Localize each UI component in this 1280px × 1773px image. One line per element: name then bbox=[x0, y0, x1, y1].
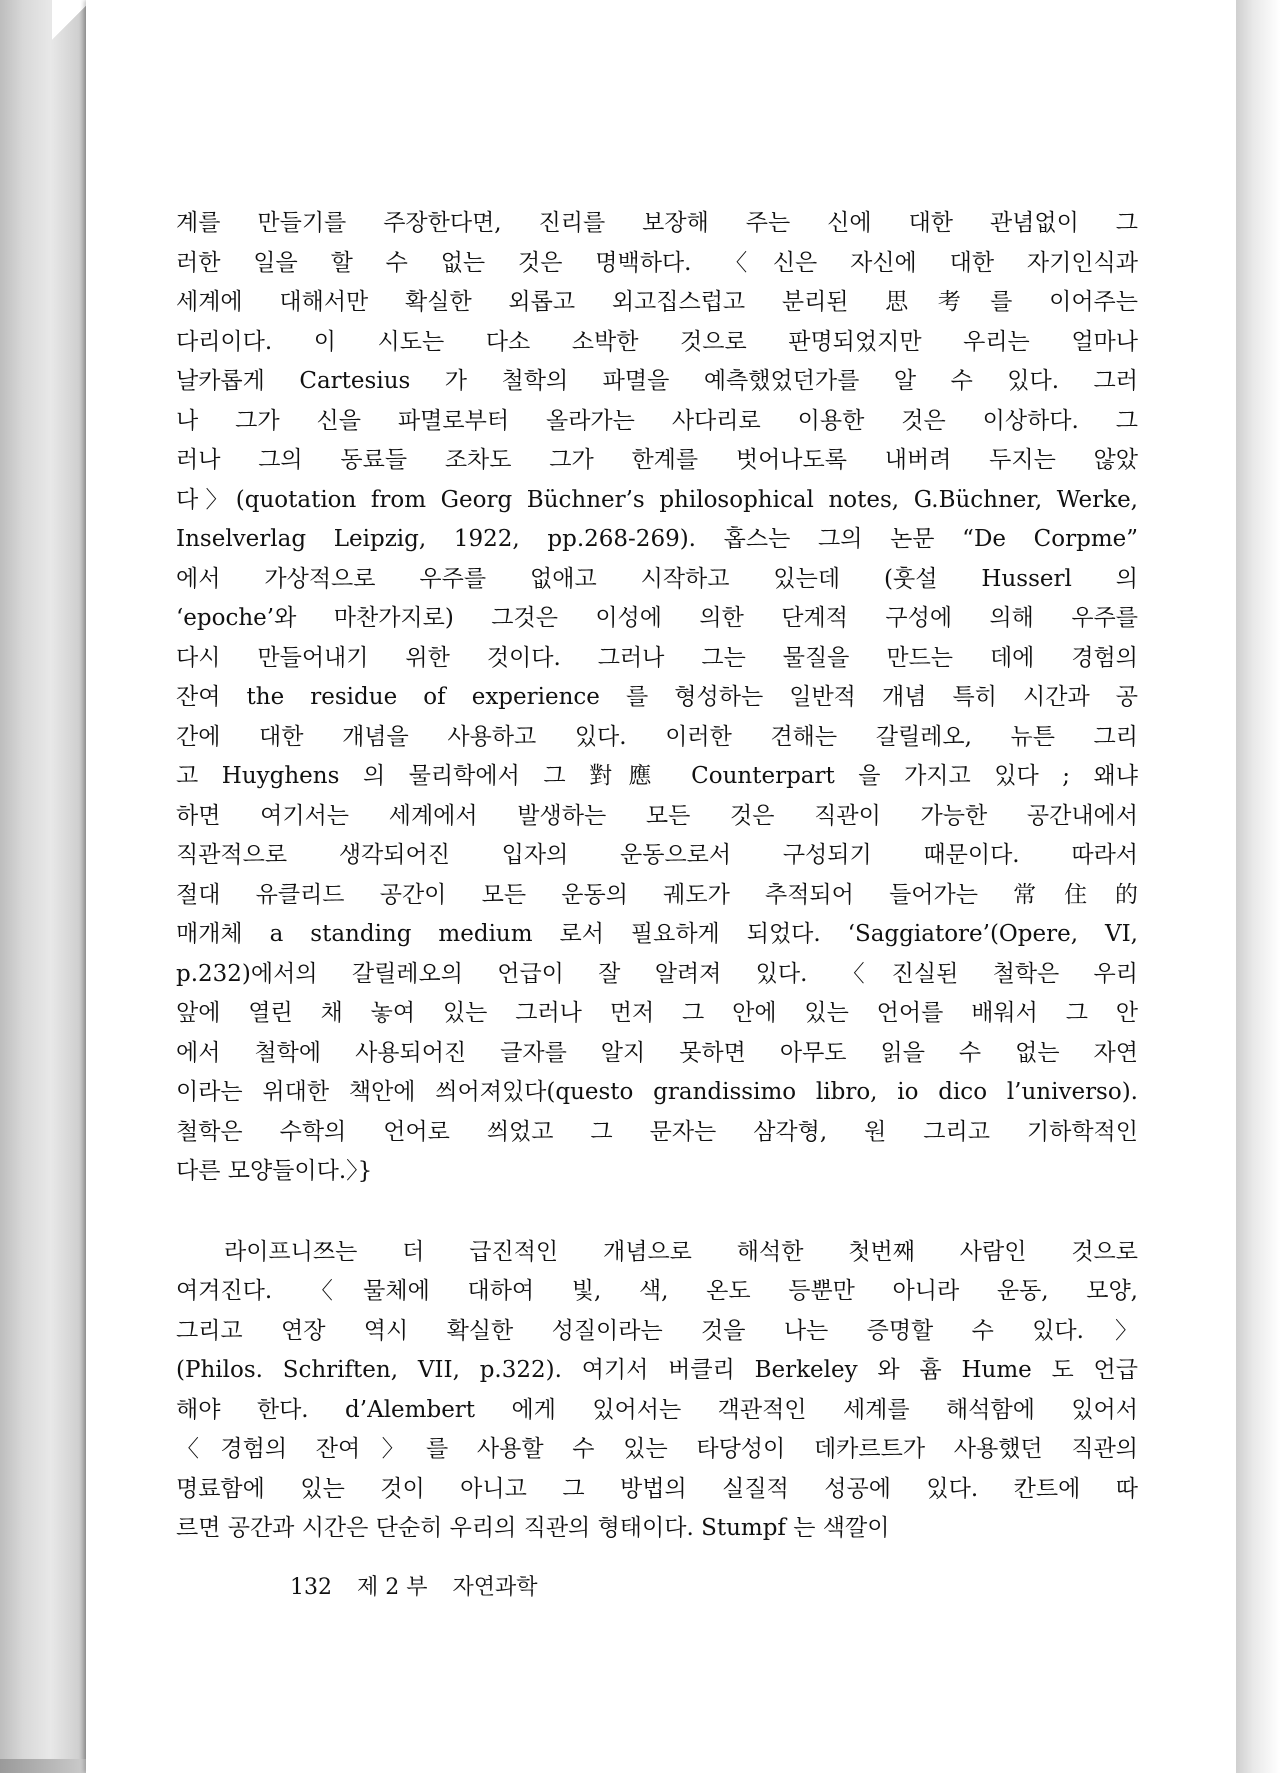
text-line: p.232)에서의 갈릴레오의 언급이 잘 알려져 있다. 〈진실된 철학은 우리 bbox=[176, 960, 1138, 987]
text-line: 세계에 대해서만 확실한 외롭고 외고집스럽고 분리된 思考를 이어주는 bbox=[176, 289, 1138, 315]
paragraph-1 bbox=[176, 204, 1138, 1192]
page-footer bbox=[290, 1570, 556, 1601]
text-line: 계를 만들기를 주장한다면, 진리를 보장해 주는 신에 대한 관념없이 그 bbox=[176, 210, 1138, 236]
text-line: 〈경험의 잔여〉를 사용할 수 있는 타당성이 데카르트가 사용했던 직관의 bbox=[176, 1436, 1138, 1462]
text-line: 하면 여기서는 세계에서 발생하는 모든 것은 직관이 가능한 공간내에서 bbox=[176, 802, 1138, 829]
paragraph-gap bbox=[176, 1192, 1138, 1233]
paragraph-2 bbox=[176, 1233, 1138, 1549]
text-line: 나 그가 신을 파멸로부터 올라가는 사다리로 이용한 것은 이상하다. 그 bbox=[176, 407, 1138, 434]
page-number: 132 bbox=[290, 1575, 332, 1600]
text-line: 러한 일을 할 수 없는 것은 명백하다. 〈신은 자신에 대한 자기인식과 bbox=[176, 249, 1138, 276]
text-line: (Philos. Schriften, VII, p.322). 여기서 버클리 Berkeley 와 흄 Hume 도 언급 bbox=[176, 1357, 1138, 1383]
text-line: ‘epoche’와 마찬가지로) 그것은 이성에 의한 단계적 구성에 의해 우주를 bbox=[176, 605, 1138, 631]
body-text bbox=[176, 204, 1138, 1549]
text-line: 잔여 the residue of experience 를 형성하는 일반적 개념 특히 시간과 공 bbox=[176, 684, 1138, 710]
text-line: 다〉(quotation from Georg Büchner’s philosophical notes, G.Büchner, Werke, bbox=[176, 486, 1138, 513]
text-line: 라이프니쯔는 더 급진적인 개념으로 해석한 첫번째 사람인 것으로 bbox=[224, 1238, 1138, 1265]
text-line: 다른 모양들이다.〉} bbox=[176, 1158, 373, 1184]
page-right-shadow bbox=[1236, 0, 1280, 1773]
text-line: 절대 유클리드 공간이 모든 운동의 궤도가 추적되어 들어가는 常住的 bbox=[176, 881, 1138, 908]
text-line: 그리고 연장 역시 확실한 성질이라는 것을 나는 증명할 수 있다.〉 bbox=[176, 1317, 1138, 1344]
text-line: 앞에 열린 채 놓여 있는 그러나 먼저 그 안에 있는 언어를 배워서 그 안 bbox=[176, 1000, 1138, 1026]
text-line: 명료함에 있는 것이 아니고 그 방법의 실질적 성공에 있다. 칸트에 따 bbox=[176, 1475, 1138, 1502]
text-line: Inselverlag Leipzig, 1922, pp.268-269). 홉스는 그의 논문 “De Corpme” bbox=[176, 526, 1138, 552]
text-line: 에서 가상적으로 우주를 없애고 시작하고 있는데 (훗설 Husserl 의 bbox=[176, 565, 1138, 592]
spine-bottom-edge bbox=[0, 1759, 92, 1773]
part-label: 제 2 부 bbox=[357, 1575, 428, 1600]
text-line: 르면 공간과 시간은 단순히 우리의 직관의 형태이다. Stumpf 는 색깔이 bbox=[176, 1515, 890, 1541]
text-line: 간에 대한 개념을 사용하고 있다. 이러한 견해는 갈릴레오, 뉴튼 그리 bbox=[176, 723, 1138, 750]
text-line: 다리이다. 이 시도는 다소 소박한 것으로 판명되었지만 우리는 얼마나 bbox=[176, 328, 1138, 355]
section-label: 자연과학 bbox=[452, 1575, 538, 1600]
text-line: 철학은 수학의 언어로 씌었고 그 문자는 삼각형, 원 그리고 기하학적인 bbox=[176, 1118, 1138, 1145]
text-line: 러나 그의 동료들 조차도 그가 한계를 벗어나도록 내버려 두지는 않았 bbox=[176, 447, 1138, 473]
text-line: 해야 한다. d’Alembert 에게 있어서는 객관적인 세계를 해석함에 있어서 bbox=[176, 1396, 1138, 1423]
text-line: 직관적으로 생각되어진 입자의 운동으로서 구성되기 때문이다. 따라서 bbox=[176, 842, 1138, 868]
text-line: 다시 만들어내기 위한 것이다. 그러나 그는 물질을 만드는 데에 경험의 bbox=[176, 644, 1138, 671]
text-line: 매개체 a standing medium 로서 필요하게 되었다. ‘Saggiatore’(Opere, VI, bbox=[176, 921, 1138, 947]
text-line: 에서 철학에 사용되어진 글자를 알지 못하면 아무도 읽을 수 없는 자연 bbox=[176, 1039, 1138, 1066]
book-spine bbox=[0, 0, 92, 1773]
text-line: 여겨진다. 〈물체에 대하여 빛, 색, 온도 등뿐만 아니라 운동, 모양, bbox=[176, 1278, 1138, 1304]
text-line: 고 Huyghens 의 물리학에서 그 對應 Counterpart 을 가지고 있다 ; 왜냐 bbox=[176, 763, 1138, 789]
text-line: 이라는 위대한 책안에 씌어져있다(questo grandissimo libro, io dico l’universo). bbox=[176, 1079, 1138, 1105]
text-line: 날카롭게 Cartesius 가 철학의 파멸을 예측했었던가를 알 수 있다. 그러 bbox=[176, 368, 1138, 394]
